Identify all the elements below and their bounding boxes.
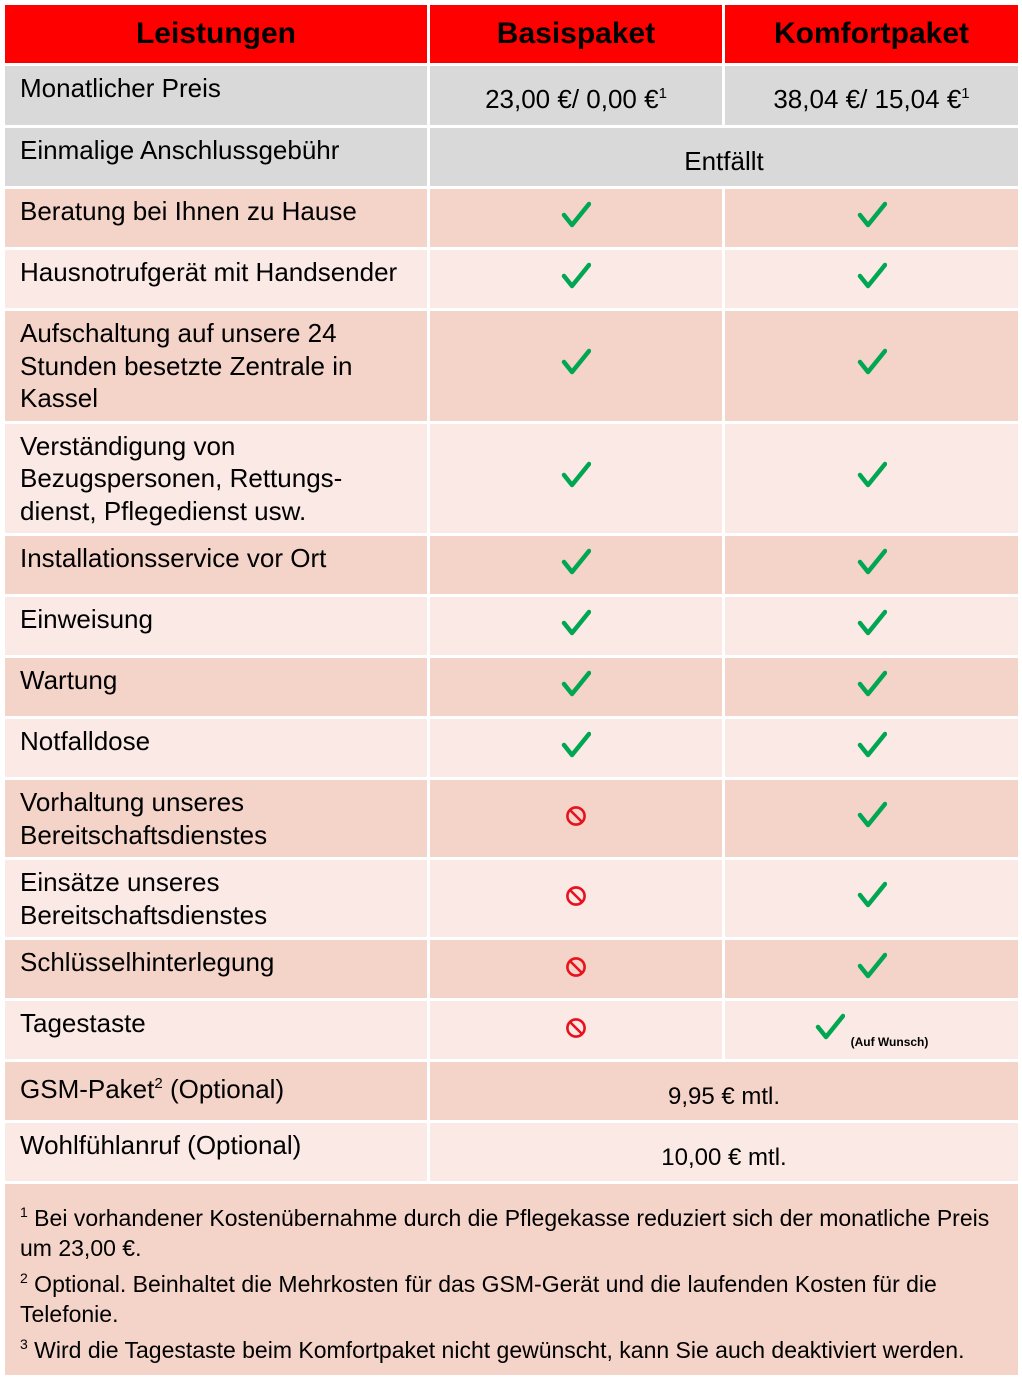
feature-basis-cell <box>429 859 724 939</box>
footnote-row <box>4 1183 1020 1377</box>
feature-row <box>4 188 1020 249</box>
feature-label: Wartung <box>4 657 429 718</box>
feature-basis-cell <box>429 939 724 1000</box>
feature-label: Vorhaltung unseres Bereitschaftsdienstes <box>4 779 429 859</box>
feature-row <box>4 859 1020 939</box>
fee-label: Einmalige Anschlussgebühr <box>4 127 429 188</box>
feature-komfort-cell <box>724 939 1020 1000</box>
feature-row <box>4 657 1020 718</box>
check-icon <box>561 730 591 760</box>
header-row <box>4 4 1020 65</box>
feature-row <box>4 596 1020 657</box>
feature-komfort-cell <box>724 596 1020 657</box>
price-komfort-value: 38,04 €/ 15,04 €$^1$ <box>773 84 970 114</box>
call-label: Wohlfühlanruf (Optional) <box>4 1122 429 1183</box>
check-icon <box>561 347 591 377</box>
feature-row <box>4 779 1020 859</box>
check-icon <box>857 951 887 981</box>
call-value: 10,00 € mtl. <box>661 1143 787 1171</box>
feature-basis-cell <box>429 779 724 859</box>
check-icon <box>857 261 887 291</box>
feature-label: Tagestaste <box>4 1000 429 1061</box>
header-basispaket: Basispaket <box>429 4 724 65</box>
price-label: Monatlicher Preis <box>4 65 429 127</box>
feature-basis-cell <box>429 1000 724 1061</box>
check-icon <box>857 608 887 638</box>
feature-komfort-cell <box>724 657 1020 718</box>
price-basis-value: 23,00 €/ 0,00 €$^1$ <box>485 84 667 114</box>
gsm-value-cell <box>429 1061 1020 1122</box>
check-icon <box>857 547 887 577</box>
call-value-cell <box>429 1122 1020 1183</box>
check-icon <box>561 608 591 638</box>
feature-row <box>4 718 1020 779</box>
feature-komfort-cell <box>724 1000 1020 1061</box>
feature-komfort-cell <box>724 859 1020 939</box>
fee-row <box>4 127 1020 188</box>
gsm-value: 9,95 € mtl. <box>667 1082 781 1110</box>
check-icon <box>561 547 591 577</box>
feature-label: Beratung bei Ihnen zu Hause <box>4 188 429 249</box>
price-basis-cell <box>429 65 724 127</box>
check-icon <box>561 460 591 490</box>
feature-komfort-note: (Auf Wunsch) <box>850 1034 929 1049</box>
header-leistungen: Leistungen <box>4 4 429 65</box>
feature-komfort-cell <box>724 310 1020 423</box>
prohibited-icon <box>565 805 587 827</box>
feature-row <box>4 1000 1020 1061</box>
fee-value: Entfällt <box>684 145 764 176</box>
feature-label: Schlüsselhinterlegung <box>4 939 429 1000</box>
call-row <box>4 1122 1020 1183</box>
comparison-table <box>2 2 1021 1378</box>
prohibited-icon <box>565 885 587 907</box>
feature-komfort-cell <box>724 535 1020 596</box>
check-icon <box>561 261 591 291</box>
feature-row <box>4 422 1020 535</box>
feature-komfort-cell <box>724 188 1020 249</box>
feature-basis-cell <box>429 422 724 535</box>
feature-row <box>4 939 1020 1000</box>
feature-basis-cell <box>429 535 724 596</box>
check-icon <box>857 460 887 490</box>
check-icon <box>561 669 591 699</box>
header-komfortpaket: Komfortpaket <box>724 4 1020 65</box>
feature-basis-cell <box>429 310 724 423</box>
feature-label: Verständigung von Bezugspersonen, Rettungs-dienst, Pflegedienst usw. <box>4 422 429 535</box>
check-icon <box>857 880 887 910</box>
check-icon <box>561 200 591 230</box>
price-row <box>4 65 1020 127</box>
feature-label: Hausnotrufgerät mit Handsender <box>4 249 429 310</box>
footnote-2: $^2$ Optional. Beinhaltet die Mehrkosten für das GSM-Gerät und die laufenden Kosten für die Telefonie. <box>20 1269 937 1327</box>
feature-label: Notfalldose <box>4 718 429 779</box>
feature-label: Einweisung <box>4 596 429 657</box>
feature-basis-cell <box>429 657 724 718</box>
fee-value-cell <box>429 127 1020 188</box>
feature-komfort-cell <box>724 779 1020 859</box>
feature-basis-cell <box>429 249 724 310</box>
check-icon <box>815 1012 845 1042</box>
feature-komfort-cell <box>724 422 1020 535</box>
footnote-1: $^1$ Bei vorhandener Kostenübernahme durch die Pflegekasse reduziert sich der monatliche Preis um 23,00 €. <box>20 1203 990 1261</box>
check-icon <box>857 800 887 830</box>
feature-label: Aufschaltung auf unsere 24 Stunden besetzte Zentrale in Kassel <box>4 310 429 423</box>
footnote-3: $^3$ Wird die Tagestaste beim Komfortpaket nicht gewünscht, kann Sie auch deaktiviert werden. <box>20 1335 965 1363</box>
price-komfort-cell <box>724 65 1020 127</box>
check-icon <box>857 347 887 377</box>
prohibited-icon <box>565 956 587 978</box>
check-icon <box>857 200 887 230</box>
feature-basis-cell <box>429 188 724 249</box>
prohibited-icon <box>565 1017 587 1039</box>
footnotes <box>4 1183 1020 1377</box>
feature-row <box>4 310 1020 423</box>
feature-komfort-cell <box>724 249 1020 310</box>
check-icon <box>857 669 887 699</box>
feature-komfort-cell <box>724 718 1020 779</box>
gsm-label: GSM-Paket$^2$ (Optional) <box>4 1061 429 1122</box>
gsm-row <box>4 1061 1020 1122</box>
feature-row <box>4 535 1020 596</box>
feature-row <box>4 249 1020 310</box>
feature-label: Einsätze unseres Bereitschaftsdienstes <box>4 859 429 939</box>
feature-label: Installationsservice vor Ort <box>4 535 429 596</box>
feature-basis-cell <box>429 596 724 657</box>
feature-basis-cell <box>429 718 724 779</box>
check-icon <box>857 730 887 760</box>
